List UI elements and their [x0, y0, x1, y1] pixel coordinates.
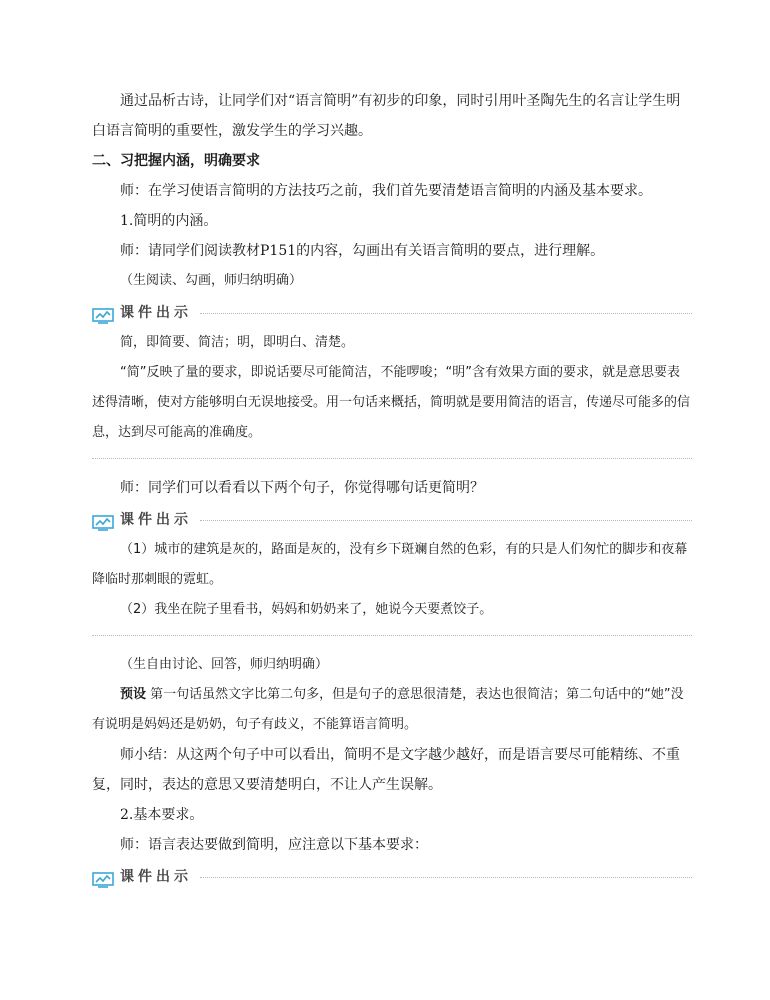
paragraph-teacher-1: 师：在学习使语言简明的方法技巧之前，我们首先要清楚语言简明的内涵及基本要求。 — [120, 183, 652, 199]
presentation-icon — [92, 869, 114, 885]
dotted-divider — [200, 313, 692, 314]
dotted-divider — [200, 877, 692, 878]
courseware-line: 简，即简要、简洁；明，即明白、清楚。 — [120, 335, 355, 350]
dotted-divider — [200, 520, 692, 521]
courseware-header-3 — [92, 862, 692, 892]
paragraph-summary: 师小结：从这两个句子中可以看出，简明不是文字越少越好，而是语言要尽可能精练、不重复，同时，表达的意思又要清楚明白，不让人产生误解。 — [92, 747, 680, 793]
document-page — [92, 86, 692, 892]
courseware-line: （2）我坐在院子里看书，妈妈和奶奶来了，她说今天要煮饺子。 — [120, 602, 493, 617]
preset-text: 第一句话虽然文字比第二句多，但是句子的意思很清楚，表达也很简洁；第二句话中的“她”没有说明是妈妈还是奶奶，句子有歧义，不能算语言简明。 — [92, 687, 684, 732]
paragraph-teacher-2: 师：请同学们阅读教材P151的内容，勾画出有关语言简明的要点，进行理解。 — [120, 243, 605, 259]
preset-label: 预设 — [120, 687, 147, 702]
courseware-line: （1）城市的建筑是灰的，路面是灰的，没有乡下斑斓自然的色彩，有的只是人们匆忙的脚步和夜幕降临时那刺眼的霓虹。 — [92, 542, 688, 587]
dotted-divider — [92, 458, 692, 459]
courseware-header-1 — [92, 298, 692, 328]
presentation-icon — [92, 512, 114, 528]
paragraph-teacher-4: 师：语言表达要做到简明，应注意以下基本要求： — [120, 837, 428, 853]
courseware-title: 课件出示 — [120, 305, 192, 321]
presentation-icon — [92, 305, 114, 321]
paragraph-intro: 通过品析古诗，让同学们对“语言简明”有初步的印象，同时引用叶圣陶先生的名言让学生明白语言简明的重要性，激发学生的学习兴趣。 — [92, 93, 681, 139]
paragraph-note-2: （生自由讨论、回答，师归纳明确） — [120, 657, 329, 672]
paragraph-subheading-2: 2.基本要求。 — [120, 807, 204, 823]
section-heading: 二、习把握内涵，明确要求 — [92, 153, 260, 169]
dotted-divider — [92, 635, 692, 636]
paragraph-note-1: （生阅读、勾画，师归纳明确） — [120, 273, 303, 288]
paragraph-teacher-3: 师：同学们可以看看以下两个句子，你觉得哪句话更简明？ — [120, 480, 484, 496]
courseware-title: 课件出示 — [120, 512, 192, 528]
courseware-title: 课件出示 — [120, 869, 192, 885]
paragraph-subheading-1: 1.简明的内涵。 — [120, 213, 218, 229]
paragraph-preset — [92, 680, 692, 740]
courseware-line: “简”反映了量的要求，即说话要尽可能简洁，不能啰唆；“明”含有效果方面的要求，就是意思要表述得清晰，使对方能够明白无误地接受。用一句话来概括，简明就是要用简洁的语言，传递尽可能多的信息，达到尽可能高的准确度。 — [92, 365, 691, 440]
courseware-header-2 — [92, 505, 692, 535]
